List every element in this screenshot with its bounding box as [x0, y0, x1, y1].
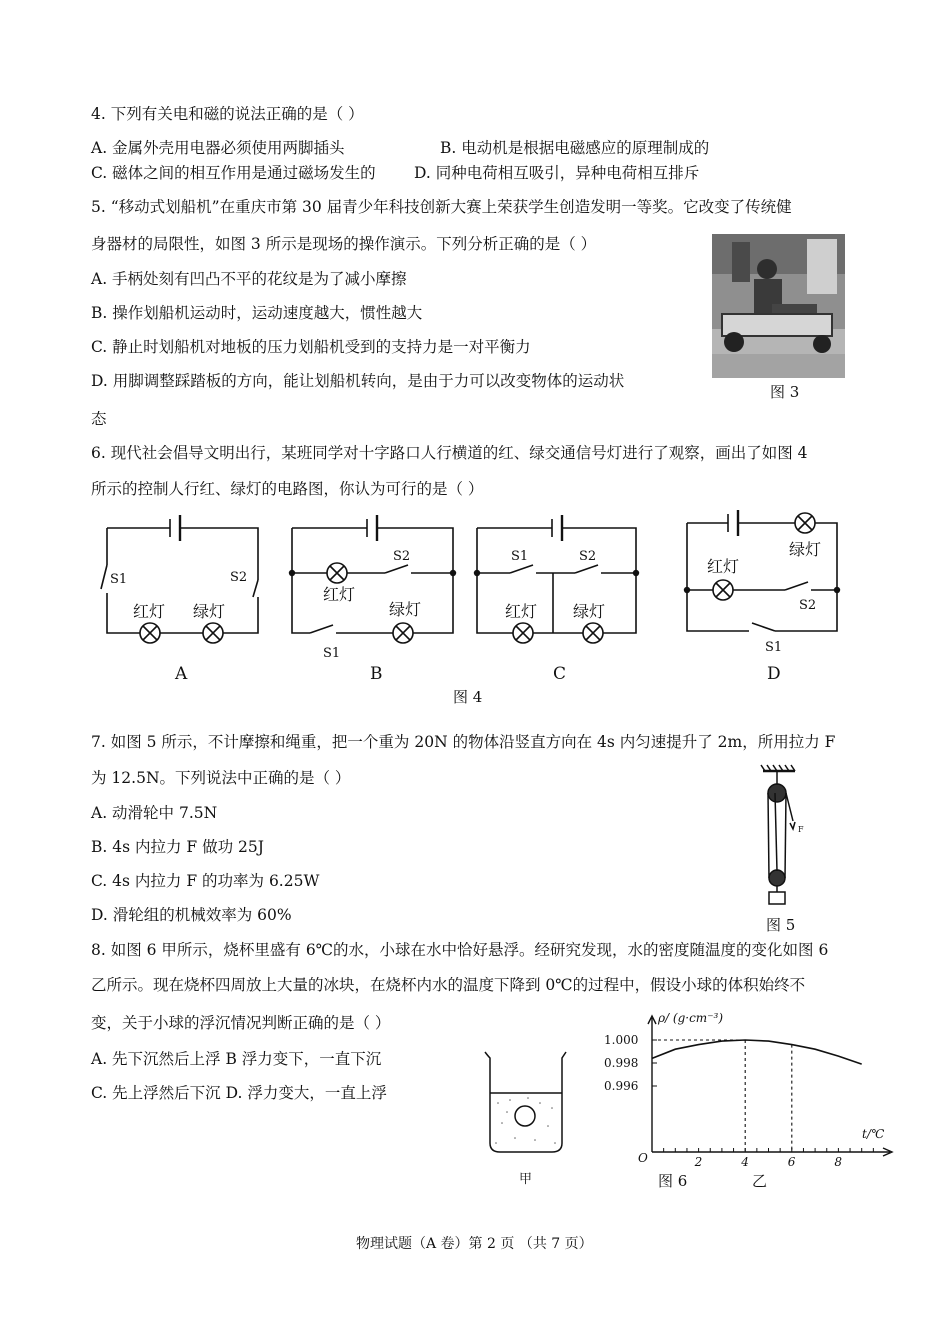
circuit-b-green: 绿灯 [389, 600, 422, 619]
circuit-a-label: A [175, 664, 188, 684]
circuit-a-green: 绿灯 [193, 602, 226, 621]
q4-option-a: A. 金属外壳用电器必须使用两脚插头 [91, 139, 345, 157]
y-tick-label: 1.000 [604, 1033, 639, 1047]
page-footer: 物理试题（A 卷）第 2 页 （共 7 页） [356, 1236, 593, 1252]
q8-stem-line1: 8. 如图 6 甲所示，烧杯里盛有 6℃的水，小球在水中恰好悬浮。经研究发现，水的密度随温度的变化如图 6 [91, 941, 829, 959]
rowing-machine-photo [712, 234, 845, 378]
circuit-c-s1: S1 [511, 549, 529, 564]
q8-options-ab: A. 先下沉然后上浮 B 浮力变下，一直下沉 [91, 1050, 382, 1068]
q8-options-cd: C. 先上浮然后下沉 D. 浮力变大，一直上浮 [91, 1084, 387, 1102]
q7-option-a: A. 动滑轮中 7.5N [91, 804, 218, 822]
fig4-caption: 图 4 [453, 688, 483, 706]
x-tick-label: 4 [741, 1155, 749, 1169]
x-axis-label: t/℃ [862, 1127, 885, 1141]
q5-option-d-line1: D. 用脚调整踩踏板的方向，能让划船机转向，是由于力可以改变物体的运动状 [91, 372, 625, 390]
density-curve-series [652, 1040, 862, 1064]
y-tick-label: 0.996 [604, 1079, 639, 1093]
graph-label: 乙 [752, 1172, 768, 1190]
q5-option-b: B. 操作划船机运动时，运动速度越大，惯性越大 [91, 304, 423, 322]
force-label: F [798, 825, 804, 834]
q8-stem-line2: 乙所示。现在烧杯四周放上大量的冰块，在烧杯内水的温度下降到 0℃的过程中，假设小球的体积始终不 [91, 976, 806, 994]
y-tick-label: 0.998 [604, 1056, 639, 1070]
x-tick-label: 6 [787, 1155, 796, 1169]
fig4-circuits [95, 505, 855, 685]
circuit-c-s2: S2 [579, 549, 597, 564]
q6-stem-line1: 6. 现代社会倡导文明出行，某班同学对十字路口人行横道的红、绿交通信号灯进行了观察，画出了如图 4 [91, 444, 808, 462]
q7-option-c: C. 4s 内拉力 F 的功率为 6.25W [91, 872, 320, 890]
q7-option-b: B. 4s 内拉力 F 做功 25J [91, 838, 264, 856]
circuit-c-red: 红灯 [505, 602, 538, 621]
circuit-d-s2: S2 [799, 598, 817, 613]
y-axis-label: ρ/ (g·cm⁻³) [658, 1011, 724, 1025]
circuit-a-s2: S2 [230, 570, 248, 585]
circuit-b-label: B [370, 664, 383, 684]
fig3-caption: 图 3 [770, 383, 800, 401]
q8-stem-line3: 变，关于小球的浮沉情况判断正确的是（ ） [91, 1014, 391, 1032]
fig5-pulley [755, 763, 815, 913]
q7-stem-line1: 7. 如图 5 所示，不计摩擦和绳重，把一个重为 20N 的物体沿竖直方向在 4s 内匀速提升了 2m，所用拉力 F [91, 733, 836, 751]
circuit-b-s1: S1 [323, 646, 341, 661]
circuit-d-green: 绿灯 [789, 540, 822, 559]
circuit-d-label: D [767, 664, 781, 684]
q4-option-c: C. 磁体之间的相互作用是通过磁场发生的 [91, 164, 376, 182]
beaker-figure [480, 1048, 570, 1163]
q4-option-b: B. 电动机是根据电磁感应的原理制成的 [440, 139, 710, 157]
q4-stem: 4. 下列有关电和磁的说法正确的是（ ） [91, 105, 364, 123]
q4-option-d: D. 同种电荷相互吸引，异种电荷相互排斥 [414, 164, 700, 182]
x-tick-label: 8 [834, 1155, 843, 1169]
fig6-caption: 图 6 [658, 1172, 688, 1190]
circuit-b-s2: S2 [393, 549, 411, 564]
circuit-b-red: 红灯 [323, 585, 356, 604]
q5-stem-line2: 身器材的局限性，如图 3 所示是现场的操作演示。下列分析正确的是（ ） [91, 235, 597, 253]
q5-option-a: A. 手柄处刻有凹凸不平的花纹是为了减小摩擦 [91, 270, 407, 288]
origin-label: O [638, 1151, 648, 1165]
density-chart [600, 1010, 900, 1170]
circuit-d-s1: S1 [765, 640, 783, 655]
fig5-caption: 图 5 [766, 916, 796, 934]
beaker-label: 甲 [519, 1172, 533, 1187]
circuit-a-s1: S1 [110, 572, 128, 587]
circuit-c-green: 绿灯 [573, 602, 606, 621]
q6-stem-line2: 所示的控制人行红、绿灯的电路图，你认为可行的是（ ） [91, 480, 484, 498]
q7-stem-line2: 为 12.5N。下列说法中正确的是（ ） [91, 769, 351, 787]
x-tick-label: 2 [694, 1155, 703, 1169]
circuit-a-red: 红灯 [133, 602, 166, 621]
circuit-c-label: C [553, 664, 567, 684]
q7-option-d: D. 滑轮组的机械效率为 60% [91, 906, 292, 924]
q5-stem-line1: 5. “移动式划船机”在重庆市第 30 届青少年科技创新大赛上荣获学生创造发明一等奖。它改变了传统健 [91, 198, 792, 216]
circuit-d-red: 红灯 [707, 557, 740, 576]
q5-option-c: C. 静止时划船机对地板的压力划船机受到的支持力是一对平衡力 [91, 338, 531, 356]
q5-option-d-line2: 态 [91, 410, 107, 428]
